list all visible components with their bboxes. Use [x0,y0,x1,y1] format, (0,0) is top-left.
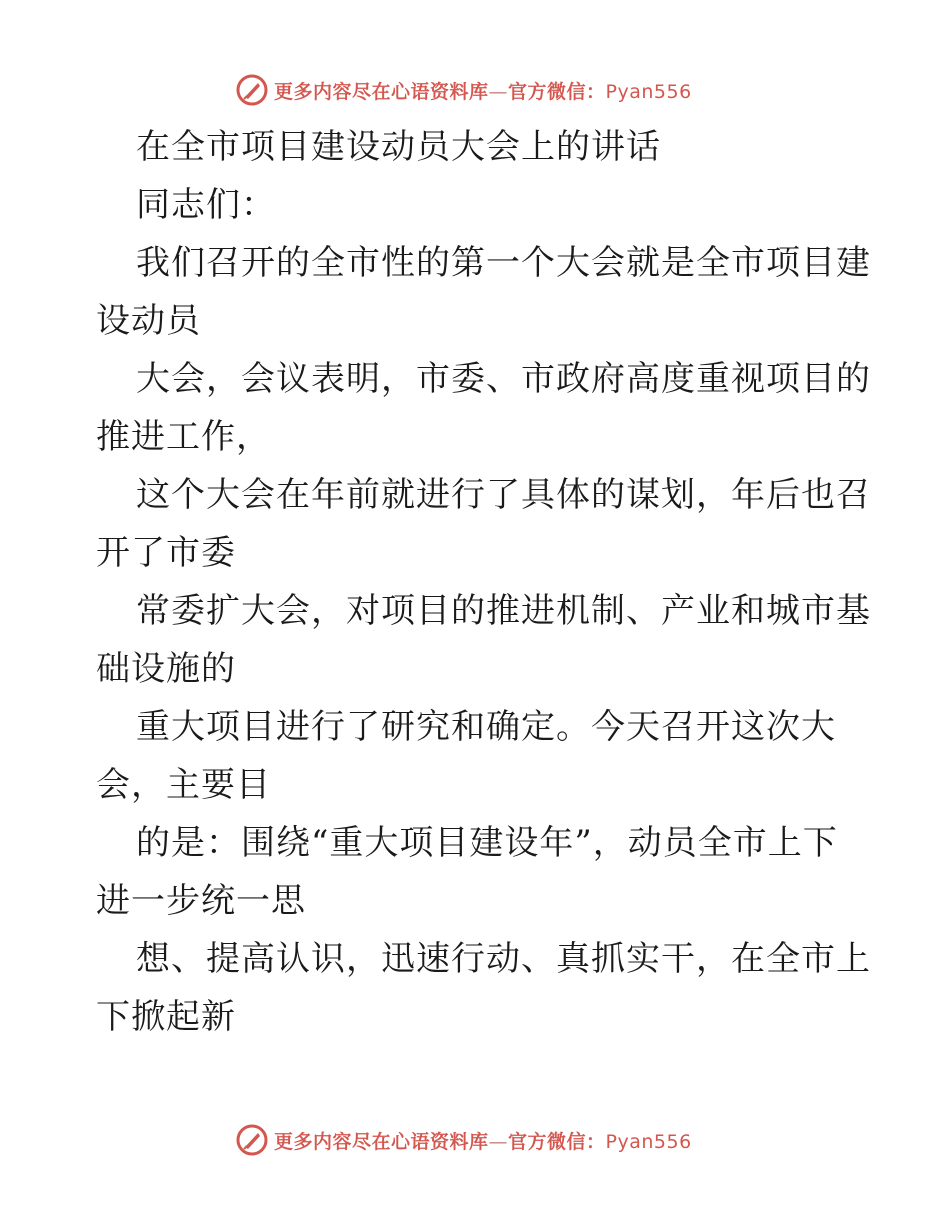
body-line: 进一步统一思 [96,881,306,921]
watermark-wechat-label: 官方微信： [508,80,606,103]
watermark-main-text: 更多内容尽在心语资料库 [274,1130,489,1153]
body-line: 推进工作， [96,417,271,457]
quill-logo-icon [236,74,268,106]
salutation: 同志们： [136,185,276,225]
body-line: 的是：围绕“重大项目建设年”，动员全市上下 [136,823,838,863]
body-line: 会，主要目 [96,765,271,805]
body-line: 想、提高认识，迅速行动、真抓实干，在全市上 [136,939,871,979]
watermark-main-text: 更多内容尽在心语资料库 [274,80,489,103]
header-watermark [236,72,692,108]
watermark-separator: — [488,80,509,103]
body-line: 开了市委 [96,533,236,573]
watermark-wechat-id: Pyan556 [605,1130,692,1153]
watermark-separator: — [488,1130,509,1153]
body-line: 设动员 [96,301,201,341]
body-line: 大会，会议表明，市委、市政府高度重视项目的 [136,359,871,399]
document-body [96,118,871,1046]
body-line: 下掀起新 [96,997,236,1037]
body-line: 我们召开的全市性的第一个大会就是全市项目建 [136,243,871,283]
watermark-wechat-id: Pyan556 [605,80,692,103]
footer-watermark [236,1122,692,1158]
body-line: 重大项目进行了研究和确定。今天召开这次大 [136,707,836,747]
body-line: 础设施的 [96,649,236,689]
quill-logo-icon [236,1124,268,1156]
document-title: 在全市项目建设动员大会上的讲话 [136,127,661,167]
body-line: 常委扩大会，对项目的推进机制、产业和城市基 [136,591,871,631]
body-line: 这个大会在年前就进行了具体的谋划，年后也召 [136,475,871,515]
watermark-wechat-label: 官方微信： [508,1130,606,1153]
